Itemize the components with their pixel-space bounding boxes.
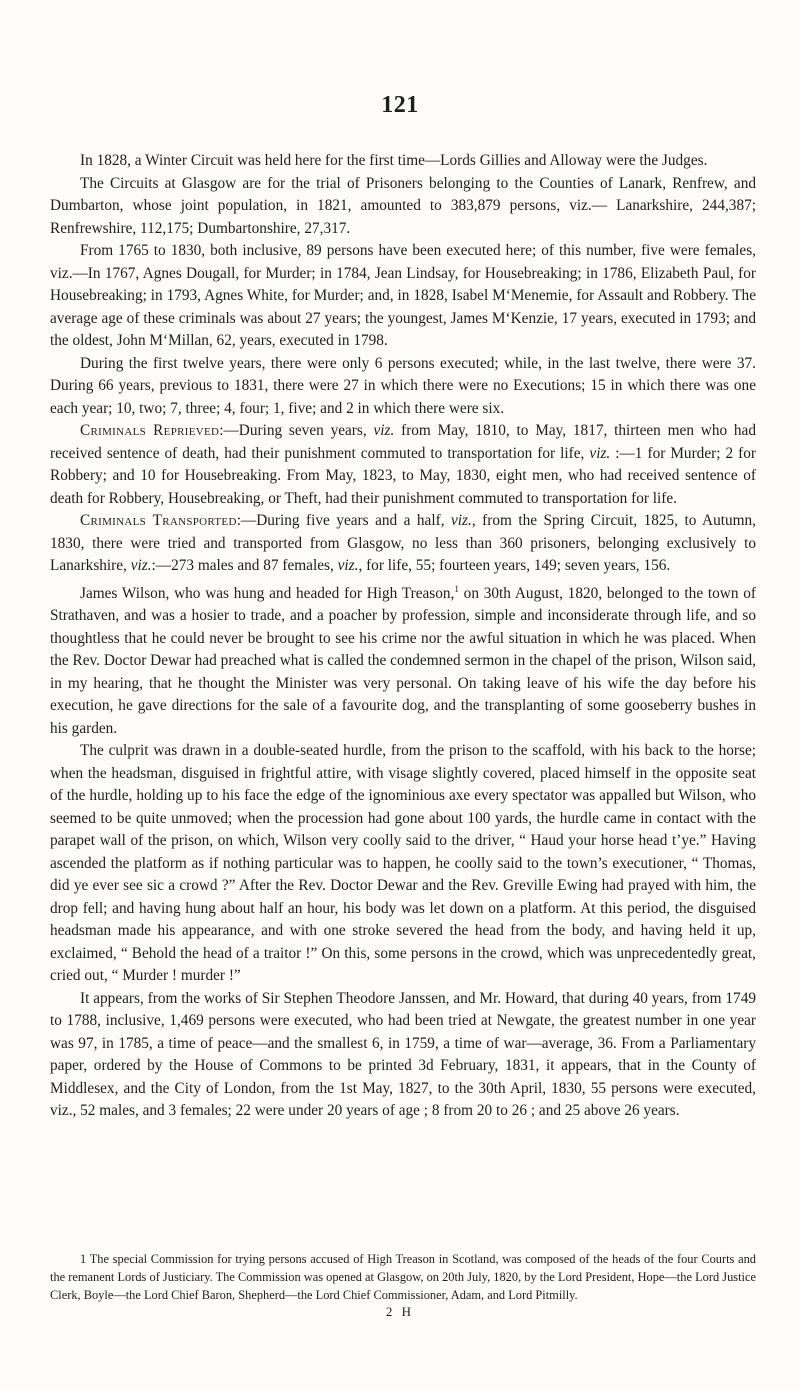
paragraph-executions-list: From 1765 to 1830, both inclusive, 89 persons have been executed here; of this number, five were females, viz.—In 1767, Agnes Dougall, for Murder; in 1784, Jean Lindsay, for Housebreaking; in 1786, Elizabeth Paul, for Housebreaking; in 1793, Agnes White, for Murder; and, in 1828, Isabel M‘Menemie, for Assault and Robbery. The average age of these criminals was about 27 years; the youngest, James M‘Kenzie, 17 years, executed in 1793; and the oldest, John M‘Millan, 62, years, executed in 1798. [50, 242, 756, 349]
signature-mark: 2 H [385, 1304, 415, 1319]
paragraph-james-wilson [50, 578, 756, 741]
reprieved-viz-1: viz. [373, 422, 395, 439]
transported-text-a: :—During five years and a half, [236, 512, 451, 529]
section-heading-transported: Criminals Transported [80, 512, 237, 529]
section-heading-reprieved: Criminals Reprieved [80, 422, 220, 439]
page-number: 121 [381, 92, 419, 118]
footnote-reference: 1 [454, 583, 459, 594]
reprieved-text-b: from May, 1810, to May, 1817, thirteen men who had received sentence of death, had their punishment commuted to transportation for life, [50, 422, 756, 462]
reprieved-text-a: :—During seven years, [219, 422, 374, 439]
transported-viz-2: viz. [130, 557, 152, 574]
reprieved-text-c: :—1 for Murder; 2 for Robbery; and 10 for Housebreaking. From May, 1823, to May, 1830, eight men, who had received sentence of death for Robbery, Housebreaking, or Theft, had their punishment commuted to transportation for life. [50, 444, 756, 507]
paragraph-glasgow-circuits: The Circuits at Glasgow are for the trial of Prisoners belonging to the Counties of Lanark, Renfrew, and Dumbarton, whose joint population, in 1821, amounted to 383,879 persons, viz.— Lanarkshire, 244,387; Renfrewshire, 112,175; Dumbartonshire, 27,317. [50, 174, 756, 237]
paragraph-winter-circuit: In 1828, a Winter Circuit was held here for the first time—Lords Gillies and Alloway were the Judges. [80, 152, 708, 169]
paragraph-newgate-statistics: It appears, from the works of Sir Stephen Theodore Janssen, and Mr. Howard, that during 40 years, from 1749 to 1788, inclusive, 1,469 persons were executed, who had been tried at Newgate, the greatest number in one year was 97, in 1785, a time of peace—and the smallest 6, in 1759, a time of war—average, 36. From a Parliamentary paper, ordered by the House of Commons to be printed 3d February, 1831, it appears, that in the County of Middlesex, and the City of London, from the 1st May, 1827, to the 30th April, 1830, 55 persons were executed, viz., 52 males, and 3 females; 22 were under 20 years of age ; 8 from 20 to 26 ; and 25 above 26 years. [50, 989, 756, 1120]
transported-viz-3: viz. [337, 557, 359, 574]
transported-text-d: , for life, 55; fourteen years, 149; seven years, 156. [358, 557, 671, 574]
paragraph-culprit-execution: The culprit was drawn in a double-seated hurdle, from the prison to the scaffold, with his back to the horse; when the headsman, disguised in frightful attire, with visage slightly covered, placed himself in the opposite seat of the hurdle, holding up to his face the edge of the ignominious axe every spectator was appalled but Wilson, who seemed to be quite unmoved; when the procession had gone about 100 yards, the hurdle came in contact with the parapet wall of the prison, on which, Wilson very coolly said to the driver, “ Haud your horse head t’ye.” Having ascended the platform as if nothing particular was to happen, he coolly said to the town’s executioner, “ Thomas, did ye ever see sic a crowd ?” After the Rev. Doctor Dewar and the Rev. Greville Ewing had prayed with him, the drop fell; and having hung about half an hour, his body was let down on a platform. At this period, the disguised headsman made his appearance, and with one stroke severed the head from the body, and having held it up, exclaimed, “ Behold the head of a traitor !” On this, some persons in the crowd, which was unprecedentedly great, cried out, “ Murder ! murder !” [50, 742, 756, 985]
paragraph-executions-stats: During the first twelve years, there were only 6 persons executed; while, in the last twelve, there were 37. During 66 years, previous to 1831, there were 27 in which there were no Executions; 15 in which there was one each year; 10, two; 7, three; 4, four; 1, five; and 2 in which there were six. [50, 354, 756, 417]
transported-text-c: :—273 males and 87 females, [151, 557, 338, 574]
footnote [50, 1250, 756, 1304]
transported-text-b: , from the Spring Circuit, 1825, to Autumn, 1830, there were tried and transported from Glasgow, no less than 360 prisoners, belonging exclusively to Lanarkshire, [50, 512, 756, 574]
footnote-text: 1 The special Commission for trying persons accused of High Treason in Scotland, was composed of the heads of the four Courts and the remanent Lords of Justiciary. The Commission was opened at Glasgow, on 20th July, 1820, by the Lord President, Hope—the Lord Justice Clerk, Boyle—the Lord Chief Baron, Shepherd—the Lord Chief Commissioner, Adam, and Lord Pitmilly. [50, 1252, 756, 1302]
body-text [50, 150, 756, 1123]
paragraph-criminals-transported [50, 510, 756, 578]
reprieved-viz-2: viz. [589, 444, 611, 462]
wilson-text-b: on 30th August, 1820, belonged to the town of Strathaven, and was a hosier to trade, and a poacher by profession, simple and inconsiderate through life, and so thoughtless that he could never be brought to see his crime nor the awful situation in which he was placed. When the Rev. Doctor Dewar had preached what is called the condemned sermon in the chapel of the prison, Wilson said, in my hearing, that he thought the Minister was very personal. On taking leave of his wife the day before his execution, he gave directions for the sale of a favourite dog, and the transplanting of some gooseberry bushes in his garden. [50, 584, 757, 737]
transported-viz-1: viz. [451, 512, 472, 529]
paragraph-criminals-reprieved [50, 420, 756, 510]
wilson-text-a: James Wilson, who was hung and headed for High Treason, [80, 584, 455, 602]
